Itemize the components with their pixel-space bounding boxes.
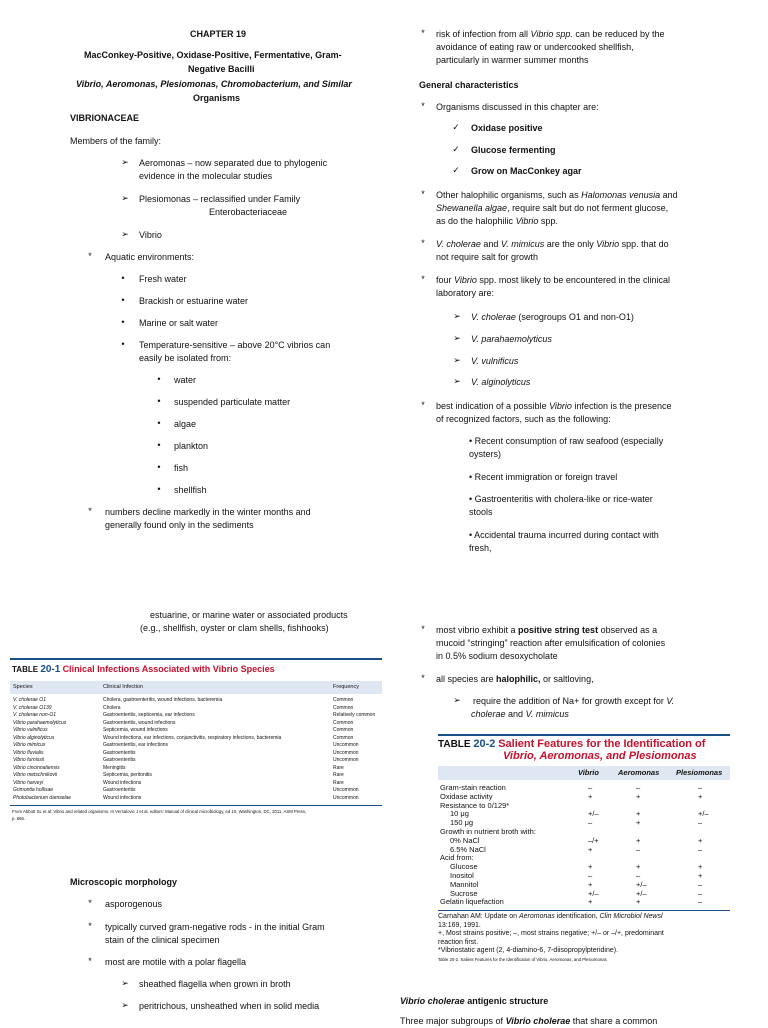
table1-cell: Common [333, 719, 354, 726]
table2-title-line2: Vibrio, Aeromonas, and Plesiomonas [503, 750, 697, 762]
table2-cell: + [636, 791, 641, 801]
table2-cell: +/– [588, 809, 599, 819]
species-item: V. alginolyticus [471, 377, 531, 387]
decline-line2: generally found only in the sediments [105, 520, 254, 530]
table2-cell: + [698, 871, 703, 880]
discussed-label: Organisms discussed in this chapter are: [436, 102, 599, 112]
table2-cell: + [698, 862, 703, 872]
asterisk-icon: * [421, 274, 425, 284]
dot-icon: • [121, 339, 125, 349]
table1-cell: Cholera, gastroenteritis, wound infections, bacteremia [103, 697, 223, 703]
curved-rods-line2: stain of the clinical specimen [105, 935, 220, 945]
asterisk-icon: * [88, 921, 92, 931]
temp-line1: Temperature-sensitive – above 20°C vibrios can [139, 340, 331, 350]
table1-caption: TABLE 20-1 Clinical Infections Associated with Vibrio Species [12, 664, 275, 675]
subgroups-line: Three major subgroups of Vibrio cholerae that share a common [400, 1016, 658, 1026]
sodium-line1: require the addition of Na+ for growth except for V. [473, 696, 675, 706]
table2-footnote-line4: reaction first. [438, 938, 479, 946]
table1-cell: Gastroenteritis, septicemia, ear infections [103, 712, 195, 718]
asterisk-icon: * [421, 189, 425, 199]
aquatic-label: Aquatic environments: [105, 252, 195, 262]
table2-row [438, 810, 730, 819]
asterisk-icon: * [421, 673, 425, 683]
chapter-heading: CHAPTER 19 [190, 29, 247, 39]
table2-row-label: Gram-stain reaction [440, 783, 506, 792]
table2-cell: – [698, 818, 703, 828]
table1-cell: Rare [333, 779, 344, 786]
table1-row [10, 697, 382, 704]
dot-icon: • [157, 418, 161, 428]
table1-cell: Uncommon [333, 742, 359, 748]
table1-row [10, 750, 382, 757]
table1-cell: Wound infections, ear infections, conjunctivitis, respiratory infections, bacteremia [103, 734, 282, 741]
factor-gastro-line2: stools [469, 507, 493, 517]
table2-row-label: Acid from: [440, 853, 474, 863]
asterisk-icon: * [421, 624, 425, 634]
table1-cell: Rare [333, 764, 344, 771]
table1-cell: Common [333, 697, 354, 703]
iso-item: water [174, 375, 197, 385]
table2-cell: +/– [588, 888, 599, 898]
four-species-line2: laboratory are: [436, 288, 495, 298]
table2-cell: – [636, 783, 641, 792]
decline-line1: numbers decline markedly in the winter months and [105, 507, 311, 517]
table2-cell: +/– [636, 879, 647, 889]
table2-caption: TABLE 20-2 Salient Features for the Identification of [438, 738, 706, 750]
dot-icon: • [121, 273, 125, 283]
table2-row [438, 898, 730, 907]
risk-line2: avoidance of eating raw or undercooked shellfish, [436, 42, 634, 52]
table1-header-cell: Frequency [333, 684, 359, 690]
dot-icon: • [121, 317, 125, 327]
asterisk-icon: * [88, 956, 92, 966]
table1-cell: Gastroenteritis [103, 749, 136, 756]
risk-line1: risk of infection from all Vibrio spp. can be reduced by the [436, 29, 665, 39]
species-item: V. vulnificus [471, 356, 519, 366]
continued-line2: (e.g., shellfish, oyster or clam shells, fishhooks) [140, 623, 329, 633]
table2-row-label: Oxidase activity [440, 791, 493, 801]
table1-cell: Common [333, 704, 354, 711]
table2-footnote-line3: +, Most strains positive; –, most strains negative; +/– or –/+, predominant [438, 930, 664, 937]
chapter-subtitle-line1: Vibrio, Aeromonas, Plesiomonas, Chromobacterium, and Similar [76, 79, 352, 89]
table1-row [10, 772, 382, 779]
table2-cell: – [698, 897, 703, 907]
table1-cell: Uncommon [333, 794, 359, 801]
sodium-line2: cholerae and V. mimicus [471, 709, 569, 719]
table1-cell: Vibrio furnissii [13, 757, 45, 763]
members-label: Members of the family: [70, 136, 162, 146]
table2-cell: + [636, 862, 641, 872]
iso-item: plankton [174, 441, 209, 451]
table2-footnote-line2: 13:169, 1991. [438, 921, 481, 929]
table1-cell: Common [333, 727, 354, 733]
table1-cell: Uncommon [333, 757, 359, 763]
iso-item: suspended particulate matter [174, 397, 291, 407]
table1-cell: Vibrio mimicus [13, 742, 46, 748]
table2-header-cell: Plesiomonas [676, 768, 723, 777]
asterisk-icon: * [88, 506, 92, 516]
asterisk-icon: * [421, 238, 425, 248]
halophilic-line1: Other halophilic organisms, such as Halomonas venusia and [436, 190, 678, 200]
member-aeromonas-line2: evidence in the molecular studies [139, 171, 273, 181]
arrow-icon: ➢ [453, 376, 461, 386]
string-test-line3: in 0.5% sodium desoxycholate [436, 651, 558, 661]
table2-cell: – [588, 783, 593, 792]
table2-row-label: Mannitol [450, 879, 479, 889]
table2-footnote-line5: *Vibriostatic agent (2, 4-diamino-6, 7-diisopropylpteridine). [438, 947, 619, 954]
table1-row [10, 780, 382, 787]
general-heading: General characteristics [419, 80, 519, 90]
asterisk-icon: * [88, 251, 92, 261]
salt-line1: V. cholerae and V. mimicus are the only Vibrio spp. that do [436, 239, 669, 249]
member-plesiomonas-line1: Plesiomonas – reclassified under Family [139, 194, 301, 204]
table1-cell: Gastroenteritis, ear infections [103, 742, 169, 748]
table1-cell: Gastroenteritis [103, 757, 136, 763]
table2-row-label: Sucrose [450, 888, 478, 898]
table1-row [10, 705, 382, 712]
table2-cell: +/– [636, 888, 647, 898]
table1-cell: Common [333, 734, 354, 741]
table2-cell: + [588, 844, 593, 854]
table1-row [10, 712, 382, 719]
table1-cell: Gastroenteritis [103, 787, 136, 793]
halophilic-line3: as do the halophilic Vibrio spp. [436, 216, 558, 226]
table1-row [10, 757, 382, 764]
table1-bottom-rule [10, 805, 382, 806]
table1-cell: Gastroenteritis, wound infections [103, 719, 176, 726]
arrow-icon: ➢ [453, 311, 461, 321]
arrow-icon: ➢ [453, 695, 461, 705]
table2-row-label: 6.5% NaCl [450, 844, 486, 854]
table2-row-label: 10 μg [450, 809, 469, 819]
arrow-icon: ➢ [453, 333, 461, 343]
member-plesiomonas-line2: Enterobacteriaceae [209, 207, 288, 217]
check-icon: ✓ [452, 122, 460, 132]
table2-footnote-line1: Carnahan AM: Update on Aeromonas identification, Clin Microbiol Newsl [438, 913, 663, 920]
halophilic-all: all species are halophilic, or saltloving, [436, 674, 594, 684]
table2-cell: + [698, 791, 703, 801]
check-item: Glucose fermenting [471, 145, 556, 155]
table1-row [10, 765, 382, 772]
table1-header [10, 684, 382, 691]
table2-row-label: Gelatin liquefaction [440, 897, 504, 907]
arrow-icon: ➢ [121, 978, 129, 988]
table2-cell: + [588, 897, 593, 907]
table2-header [438, 769, 730, 778]
table2-header-cell: Vibrio [578, 768, 599, 777]
table2-row [438, 854, 730, 863]
table1-row [10, 727, 382, 734]
table1-row [10, 735, 382, 742]
factor-trauma-line1: • Accidental trauma incurred during contact with [469, 530, 659, 540]
table1-cell: Meningitis [103, 764, 126, 771]
table1-cell: Photobacterium damselae [13, 794, 72, 801]
species-item: V. cholerae (serogroups O1 and non-O1) [471, 312, 634, 322]
table2-cell: + [636, 818, 641, 828]
table1-source-line1: From Abbott SL et al: Vibrio and related organisms. In Versalovic J et al, editors: Manual of clinical microbiology, ed 10, Washington, DC, 2011, ASM Press, [12, 809, 307, 814]
table1-cell: Relatively common [333, 712, 376, 718]
table1-cell: Rare [333, 772, 344, 778]
sheathed: sheathed flagella when grown in broth [139, 979, 291, 989]
table2-cell: – [698, 844, 703, 854]
chapter-title-line1: MacConkey-Positive, Oxidase-Positive, Fermentative, Gram- [84, 50, 342, 60]
table1-top-rule [10, 658, 382, 660]
asterisk-icon: * [88, 898, 92, 908]
table1-cell: Vibrio cincinnatiensis [13, 764, 60, 771]
table1-header-cell: Clinical Infection [103, 684, 144, 690]
asporogenous: asporogenous [105, 899, 163, 909]
best-indication-line1: best indication of a possible Vibrio infection is the presence [436, 401, 672, 411]
table1-header-cell: Species [13, 684, 33, 690]
table1-cell: V. cholerae non-O1 [13, 712, 56, 718]
table1-cell: Vibrio metschnikovii [13, 772, 58, 778]
iso-item: fish [174, 463, 189, 473]
table1-cell: Vibrio vulnificus [13, 727, 48, 733]
arrow-icon: ➢ [121, 157, 129, 167]
risk-line3: particularly in warmer summer months [436, 55, 589, 65]
table2-cell: – [588, 871, 593, 880]
iso-item: shellfish [174, 485, 207, 495]
table1-cell: Vibrio parahaemolyticus [13, 719, 67, 726]
arrow-icon: ➢ [453, 355, 461, 365]
table1-cell: Grimontia hollisae [13, 787, 54, 793]
continued-line1: estuarine, or marine water or associated products [150, 610, 348, 620]
temp-line2: easily be isolated from: [139, 353, 232, 363]
table2-cell: + [698, 835, 703, 845]
peritrichous: peritrichous, unsheathed when in solid media [139, 1001, 320, 1011]
table1-row [10, 720, 382, 727]
microscopic-heading: Microscopic morphology [70, 877, 178, 887]
factor-seafood-line2: oysters) [469, 449, 502, 459]
table1-cell: V. cholerae O139 [13, 704, 52, 711]
chapter-title-line2: Negative Bacilli [188, 64, 255, 74]
chapter-subtitle-line2: Organisms [193, 93, 241, 103]
dot-icon: • [157, 440, 161, 450]
dot-icon: • [157, 484, 161, 494]
arrow-icon: ➢ [121, 229, 129, 239]
table2-row-label: 0% NaCl [450, 835, 480, 845]
table2-row [438, 828, 730, 837]
table2-cell: – [636, 844, 641, 854]
table2-row [438, 881, 730, 890]
table2-image-caption: Table 20-2. Salient Features for the Identification of Vibrio, Aeromonas, and Plesiomonas [438, 957, 607, 962]
table2-header-cell: Aeromonas [618, 768, 660, 777]
dot-icon: • [157, 374, 161, 384]
string-test-line1: most vibrio exhibit a positive string test observed as a [436, 625, 658, 635]
env-brackish: Brackish or estuarine water [139, 296, 249, 306]
table1-cell: Uncommon [333, 787, 359, 793]
factor-seafood-line1: • Recent consumption of raw seafood (especially [469, 436, 664, 446]
table2-cell: – [698, 879, 703, 889]
asterisk-icon: * [421, 101, 425, 111]
string-test-line2: mucoid “stringing” reaction after emulsification of colonies [436, 638, 666, 648]
table2-cell: + [636, 809, 641, 819]
halophilic-line2: Shewanella algae, require salt but do not ferment glucose, [436, 203, 669, 213]
table2-row [438, 872, 730, 881]
asterisk-icon: * [421, 400, 425, 410]
table2-row-label: 150 μg [450, 818, 474, 828]
dot-icon: • [157, 396, 161, 406]
table1-cell: Septicemia, peritonitis [103, 772, 152, 778]
table2-cell: +/– [698, 809, 709, 819]
table1-cell: Uncommon [333, 749, 359, 756]
motile: most are motile with a polar flagella [105, 957, 247, 967]
section-heading: VIBRIONACEAE [70, 113, 140, 123]
table2-cell: – [698, 888, 703, 898]
table2-row-label: Glucose [450, 862, 478, 872]
table2-cell: – [636, 871, 641, 880]
arrow-icon: ➢ [121, 1000, 129, 1010]
check-icon: ✓ [452, 144, 460, 154]
env-fresh: Fresh water [139, 274, 187, 284]
table1-cell: Wound infections [103, 794, 142, 801]
table2-bottom-rule [438, 910, 730, 911]
table1-cell: Wound infections [103, 779, 142, 786]
check-item: Grow on MacConkey agar [471, 166, 582, 176]
iso-item: algae [174, 419, 197, 429]
factor-gastro-line1: • Gastroenteritis with cholera-like or rice-water [469, 494, 653, 504]
table1-cell: Septicemia, wound infections [103, 727, 168, 733]
table2-row [438, 802, 730, 811]
table1-cell: V. cholerae O1 [13, 697, 46, 703]
factor-trauma-line2: fresh, [469, 543, 492, 553]
table1-cell: Vibrio fluvialis [13, 749, 44, 756]
table1-row [10, 787, 382, 794]
antigenic-heading: Vibrio cholerae antigenic structure [400, 996, 549, 1006]
table2-cell: + [588, 879, 593, 889]
member-vibrio: Vibrio [139, 230, 162, 240]
table1-row [10, 795, 382, 802]
table1-cell: Cholera [103, 704, 121, 711]
dot-icon: • [157, 462, 161, 472]
table2-cell: + [588, 862, 593, 872]
table2-top-rule [438, 734, 730, 736]
table2-cell: – [588, 818, 593, 828]
asterisk-icon: * [421, 28, 425, 38]
table2-row-label: Resistance to 0/129* [440, 800, 510, 810]
table2-cell: + [636, 835, 641, 845]
curved-rods-line1: typically curved gram-negative rods - in the initial Gram [105, 922, 325, 932]
table1-row [10, 742, 382, 749]
salt-line2: not require salt for growth [436, 252, 539, 262]
table2-row-label: Inositol [450, 871, 474, 880]
species-item: V. parahaemolyticus [471, 334, 552, 344]
table2-row [438, 863, 730, 872]
factor-travel: • Recent immigration or foreign travel [469, 472, 618, 482]
best-indication-line2: of recognized factors, such as the following: [436, 414, 611, 424]
table1-cell: Vibrio alginolyticus [13, 734, 55, 741]
table2-cell: – [698, 783, 703, 792]
table2-cell: –/+ [588, 835, 599, 845]
table2-cell: + [636, 897, 641, 907]
member-aeromonas-line1: Aeromonas – now separated due to phylogenic [139, 158, 328, 168]
env-marine: Marine or salt water [139, 318, 219, 328]
table1-source-line2: p. 666. [12, 816, 26, 821]
check-icon: ✓ [452, 165, 460, 175]
arrow-icon: ➢ [121, 193, 129, 203]
table2-row [438, 846, 730, 855]
four-species-line1: four Vibrio spp. most likely to be encountered in the clinical [436, 275, 670, 285]
table2-row-label: Growth in nutrient broth with: [440, 827, 536, 836]
table2-cell: + [588, 791, 593, 801]
dot-icon: • [121, 295, 125, 305]
check-item: Oxidase positive [471, 123, 543, 133]
table1-cell: Vibrio harveyi [13, 779, 44, 786]
